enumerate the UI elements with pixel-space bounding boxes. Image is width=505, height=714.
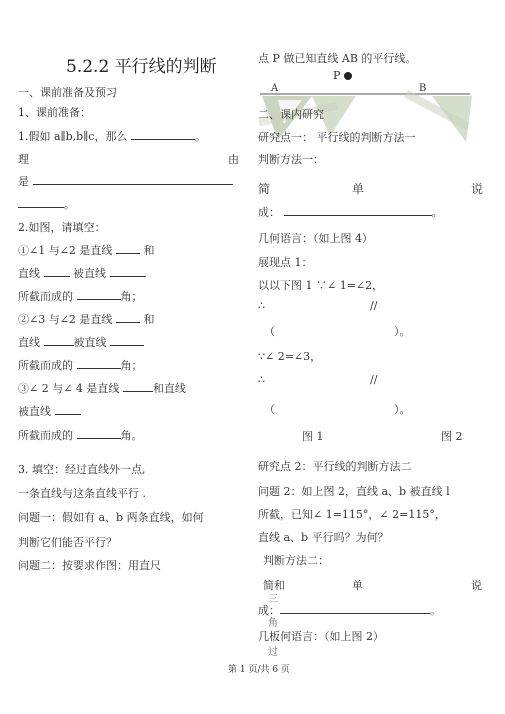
- q2-text: 所截而成的: [18, 290, 73, 303]
- q2-line: [18, 334, 144, 350]
- q2-text: 和: [143, 244, 155, 257]
- q2-text: ①∠1 与∠2 是直线: [18, 244, 113, 257]
- study-point-1: 研究点一： 平行线的判断方法一: [258, 131, 416, 144]
- q2-line: [18, 265, 146, 281]
- study-point-2: 研究点 2：平行线的判断方法二: [258, 460, 412, 473]
- q2-text: 被直线: [73, 336, 107, 349]
- q2-text: 和: [143, 313, 155, 326]
- shi-line: [18, 173, 233, 189]
- punct: 。: [431, 206, 443, 219]
- figure-2-caption: 图 2: [441, 430, 463, 443]
- answer-blank[interactable]: [110, 335, 144, 346]
- punct: 。: [64, 198, 75, 211]
- q2-text: 所截而成的: [18, 359, 73, 372]
- q2-text: 角；: [120, 290, 143, 303]
- spaced-word: 说: [471, 182, 484, 196]
- answer-blank[interactable]: [33, 174, 233, 185]
- method-1-label: 判断方法一：: [258, 153, 324, 166]
- question-2: 2.如图，请填空：: [18, 221, 106, 234]
- q2-line: [18, 242, 154, 258]
- q2-line: [18, 288, 143, 304]
- spaced-word: 简和: [263, 579, 285, 592]
- answer-blank[interactable]: [116, 312, 140, 323]
- question-1-text: 1.假如 a∥b,b∥c，那么: [18, 130, 128, 143]
- q2-text: 直线: [18, 336, 40, 349]
- punct: 。: [430, 604, 441, 617]
- q2-text: ③∠ 2 与∠ 4 是直线: [18, 382, 120, 395]
- point-b-label: B: [419, 83, 427, 94]
- spaced-word: 单: [352, 182, 365, 196]
- point-p-dot-icon: [344, 72, 352, 80]
- punct: 。: [194, 130, 206, 143]
- question-3-line2: 一条直线与这条直线平行 .: [18, 487, 146, 500]
- answer-blank[interactable]: [123, 381, 153, 392]
- q2-text: 被直线: [18, 405, 51, 418]
- question-1: [18, 128, 206, 144]
- blank-line: [18, 196, 75, 212]
- demo-given-2: ∵∠ 2=∠3，: [258, 350, 322, 363]
- spaced-word: 说: [471, 579, 482, 592]
- answer-blank[interactable]: [18, 197, 64, 208]
- overlay-char: 过: [268, 647, 278, 658]
- page-footer: 第 1 页/共 6 页: [228, 665, 290, 675]
- overlay-char: 三: [268, 594, 278, 605]
- answer-blank[interactable]: [44, 335, 74, 346]
- q2-line: [18, 403, 81, 419]
- answer-blank[interactable]: [280, 603, 430, 614]
- q2-text: 角；: [120, 359, 143, 372]
- answer-blank[interactable]: [77, 428, 121, 439]
- point-a-label: A: [271, 83, 279, 94]
- section-heading-2: 二、课内研究: [258, 108, 324, 121]
- parallel-symbol: //: [370, 373, 378, 386]
- answer-blank[interactable]: [131, 129, 195, 140]
- parallel-symbol: //: [370, 299, 378, 312]
- problem-2-right-line3: 直线 a、b 平行吗？为何？: [258, 531, 389, 544]
- question-3: 3. 填空：经过直线外一点,: [18, 463, 146, 476]
- q2-line: [18, 427, 143, 443]
- q2-line: [18, 380, 186, 396]
- figure-1-caption: 图 1: [302, 430, 324, 443]
- demo-given-1: 以以下图 1 ∵∠ 1=∠2，: [258, 279, 384, 292]
- reason-label-you: 由: [228, 153, 239, 166]
- answer-blank[interactable]: [77, 289, 121, 300]
- subsection-heading: 1、课前准备：: [18, 106, 91, 119]
- q2-text: 被直线: [73, 267, 106, 280]
- problem-1: 问题一：假如有 a、b 两条直线，如何: [18, 511, 204, 524]
- page-title: 5.2.2 平行线的判断: [66, 57, 217, 77]
- overlay-char: 角: [268, 618, 278, 629]
- therefore-symbol: ∴: [258, 373, 265, 386]
- state-line: [258, 204, 443, 220]
- answer-blank[interactable]: [284, 205, 432, 216]
- method-2-label: 判断方法二：: [263, 554, 329, 567]
- geometry-language-2: 几板何语言：（如上图 2）: [258, 630, 384, 643]
- cheng-label: 成：: [258, 206, 280, 219]
- q2-text: 直线: [18, 267, 40, 280]
- paren-close: ）。: [394, 403, 411, 416]
- q2-text: 和直线: [152, 382, 186, 395]
- problem-2: 问题二：按要求作图：用直尺: [18, 559, 161, 572]
- geometry-language: 几何语言：（如上图 4）: [258, 232, 373, 245]
- demo-point-1: 展现点 1：: [258, 256, 313, 269]
- point-p-text: P: [333, 69, 341, 82]
- answer-blank[interactable]: [77, 358, 121, 369]
- q2-text: 角。: [120, 429, 143, 442]
- q2-text: 所截而成的: [18, 429, 73, 442]
- cheng-label: 成：: [258, 604, 280, 617]
- problem-2-right-line2: 所截，已知∠ 1=115°，∠ 2=115°，: [258, 508, 446, 521]
- shi-label: 是: [18, 175, 29, 188]
- spaced-word: 单: [352, 579, 363, 592]
- section-heading: 一、课前准备及预习: [18, 86, 117, 99]
- q2-line: [18, 311, 154, 327]
- q2-text: ②∠3 与∠2 是直线: [18, 313, 113, 326]
- answer-blank[interactable]: [44, 266, 70, 277]
- problem-1-line2: 判断它们能否平行？: [18, 536, 117, 549]
- problem-2-right: 问题 2：如上图 2，直线 a、b 被直线 l: [258, 485, 450, 498]
- reason-label-li: 理: [18, 153, 29, 166]
- q2-line: [18, 357, 143, 373]
- answer-blank[interactable]: [110, 266, 146, 277]
- paren-open: （: [264, 403, 275, 416]
- spaced-word: 简: [258, 182, 271, 196]
- state-line-2: [258, 602, 441, 618]
- paren-close: ）。: [394, 325, 411, 338]
- construction-prompt: 点 P 做已知直线 AB 的平行线。: [258, 52, 417, 65]
- answer-blank[interactable]: [55, 404, 81, 415]
- therefore-symbol: ∴: [258, 299, 265, 312]
- paren-open: （: [264, 325, 275, 338]
- answer-blank[interactable]: [116, 243, 140, 254]
